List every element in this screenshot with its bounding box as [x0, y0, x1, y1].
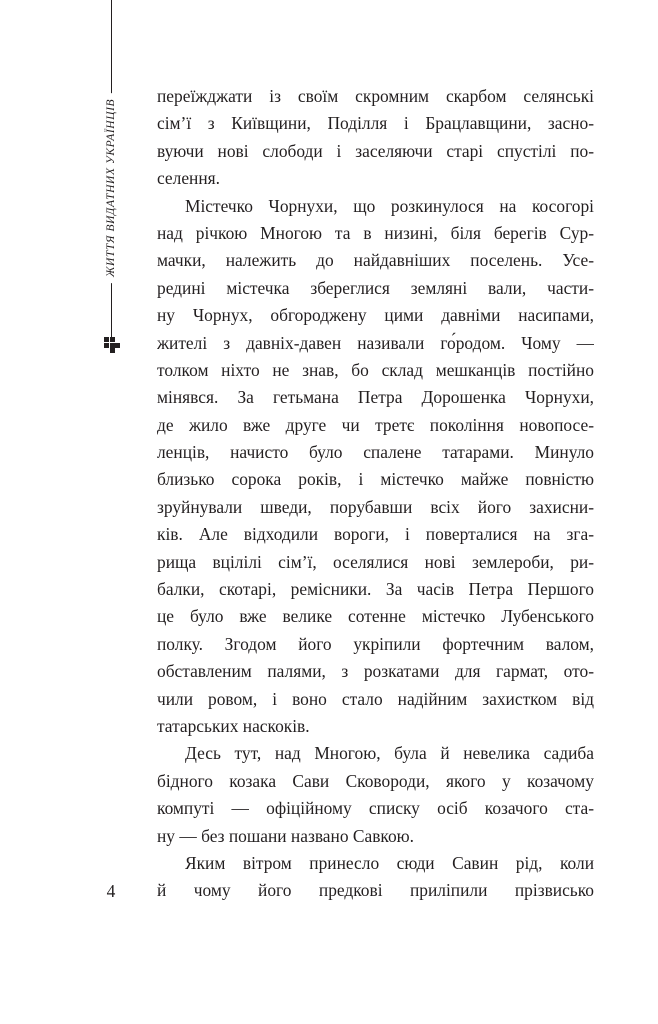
text-line: балки, скотарі, ремісники. За часів Петра Першого [157, 579, 594, 600]
text-line: жителі з давніх-давен називали го́родом. Чому — [157, 332, 594, 353]
page-number: 4 [106, 881, 116, 901]
ornament-icon [104, 337, 120, 353]
text-line: толком ніхто не знав, бо склад мешканців постійно [157, 359, 594, 380]
text-line: зруйнували шведи, порубавши всіх його захисни- [157, 496, 594, 517]
text-line: селення. [157, 168, 221, 189]
body-text [157, 83, 594, 905]
text-line: вуючи нові слободи і заселяючи старі спустілі по- [157, 140, 594, 161]
text-line: бідного козака Сави Сковороди, якого у козачому [157, 770, 594, 791]
text-line: близько сорока років, і містечко майже повністю [157, 469, 594, 490]
text-line: й чому його предкові приліпили прізвисько [157, 880, 594, 901]
text-line: Десь тут, над Многою, була й невелика садиба [185, 743, 594, 764]
text-line: над річкою Многою та в низині, біля берегів Сур- [157, 222, 594, 243]
text-line: компуті — офіційному списку осіб козачого ста- [157, 798, 594, 819]
text-line: чили ровом, і воно стало надійним захистком від [157, 688, 594, 709]
text-line: Яким вітром принесло сюди Савин рід, коли [185, 852, 594, 873]
text-line: мінявся. За гетьмана Петра Дорошенка Чорнухи, [157, 387, 594, 408]
text-line: обставленим палями, з розкатами для гармат, ото- [157, 661, 594, 682]
text-line: сім’ї з Київщини, Поділля і Брацлавщини, засно- [157, 113, 594, 134]
text-line: мачки, належить до найдавніших поселень. Усе- [157, 250, 594, 271]
text-line: татарських наскоків. [157, 715, 310, 736]
text-line: полку. Згодом його укріпили фортечним валом, [157, 633, 594, 654]
text-line: це було вже велике сотенне містечко Лубенського [157, 606, 594, 627]
text-line: переїжджати із своїм скромним скарбом селянські [157, 86, 594, 106]
text-line: рища вцілілі сім’ї, оселялися нові землероби, ри- [157, 551, 594, 572]
text-line: ків. Але відходили вороги, і поверталися на зга- [157, 524, 594, 545]
text-line: редині містечка збереглися земляні вали, части- [157, 277, 594, 298]
text-line: ну — без пошани названо Савкою. [157, 825, 415, 846]
text-line: де жило вже друге чи третє покоління новопосе- [157, 414, 594, 435]
text-line: ленців, начисто було спалене татарами. Минуло [157, 442, 594, 463]
text-line: Містечко Чорнухи, що розкинулося на косогорі [185, 195, 594, 216]
text-line: ну Чорнух, обгороджену цими давніми насипами, [157, 305, 594, 326]
running-head: ЖИТТЯ ВИДАТНИХ УКРАЇНЦІВ [104, 93, 118, 283]
